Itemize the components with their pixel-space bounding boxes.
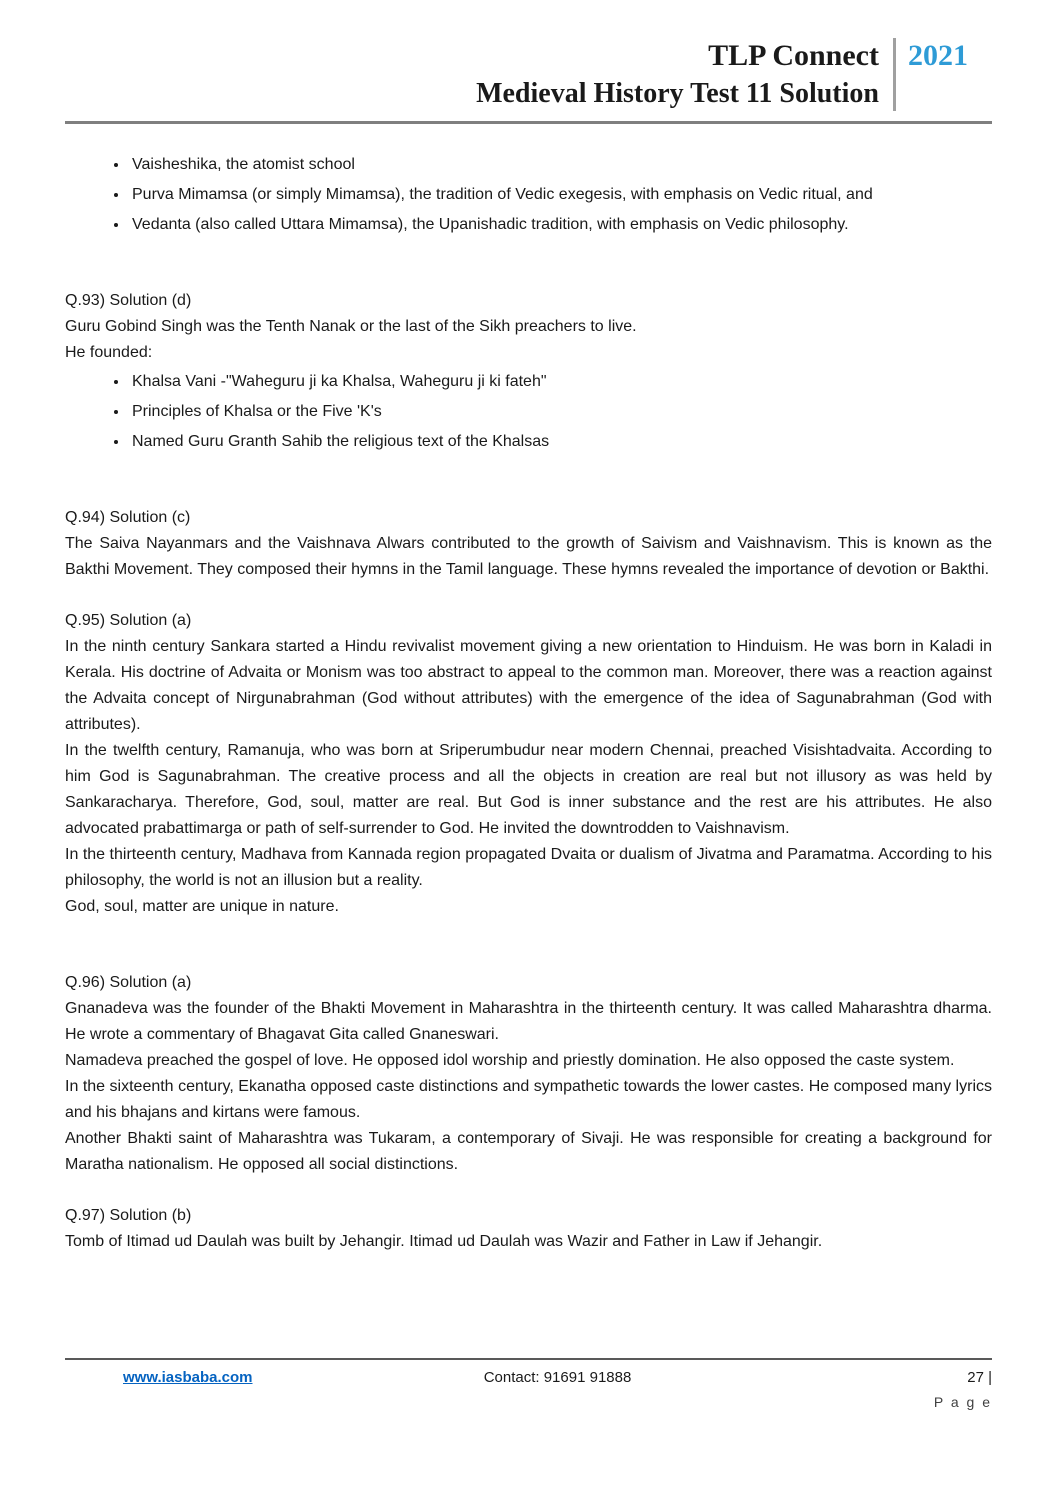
- document-header: [65, 36, 992, 113]
- question-heading: Q.94) Solution (c): [65, 508, 191, 526]
- list-item: • Vedanta (also called Uttara Mimamsa), the Upanishadic tradition, with emphasis on Vedic philosophy.: [129, 212, 992, 238]
- footer-row: [65, 1367, 992, 1413]
- page-label: P a g e: [933, 1394, 993, 1410]
- document-title: TLP Connect: [708, 39, 879, 72]
- section-q93: [65, 288, 992, 455]
- list-item: • Principles of Khalsa or the Five 'K's: [129, 399, 992, 425]
- paragraph: Tomb of Itimad ud Daulah was built by Jehangir. Itimad ud Daulah was Wazir and Father in Law if Jehangir.: [65, 1232, 823, 1250]
- question-heading: Q.93) Solution (d): [65, 291, 192, 309]
- list-item: • Named Guru Granth Sahib the religious text of the Khalsas: [129, 429, 992, 455]
- document-footer: [65, 1358, 992, 1413]
- website-link[interactable]: www.iasbaba.com: [123, 1369, 253, 1386]
- paragraph: In the sixteenth century, Ekanatha opposed caste distinctions and sympathetic towards the lower castes. He composed many lyrics and his bhajans and kirtans were famous.: [65, 1077, 992, 1121]
- header-titles: [476, 36, 879, 113]
- question-heading: Q.96) Solution (a): [65, 973, 192, 991]
- footer-right: [702, 1367, 992, 1413]
- header-vertical-divider: [893, 38, 896, 111]
- footer-contact: Contact: 91691 91888: [483, 1369, 632, 1386]
- header-horizontal-rule: [65, 121, 992, 124]
- section-q96: [65, 970, 992, 1178]
- section-q95: [65, 608, 992, 920]
- paragraph: Another Bhakti saint of Maharashtra was Tukaram, a contemporary of Sivaji. He was responsible for creating a background for Maratha nationalism. He opposed all social distinctions.: [65, 1129, 992, 1173]
- footer-horizontal-rule: [65, 1358, 992, 1360]
- intro-bullet-list: [65, 152, 992, 238]
- list-item: • Vaisheshika, the atomist school: [129, 152, 992, 178]
- paragraph: In the twelfth century, Ramanuja, who was born at Sriperumbudur near modern Chennai, preached Visishtadvaita. According to him God is Sagunabrahman. The creative process and all the objects in creation are real but not illusory as was held by Sankaracharya. Therefore, God, soul, matter are real. But God is inner substance and the rest are his attributes. He also advocated prabattimarga or path of self-surrender to God. He invited the downtrodden to Vaishnavism.: [65, 741, 992, 837]
- list-item: • Purva Mimamsa (or simply Mimamsa), the tradition of Vedic exegesis, with emphasis on Vedic ritual, and: [129, 182, 992, 208]
- section-q94: [65, 505, 992, 583]
- paragraph: Gnanadeva was the founder of the Bhakti Movement in Maharashtra in the thirteenth century. It was called Maharashtra dharma. He wrote a commentary of Bhagavat Gita called Gnaneswari.: [65, 999, 992, 1043]
- list-item: • Khalsa Vani -"Waheguru ji ka Khalsa, Waheguru ji ki fateh": [129, 369, 992, 395]
- section-q97: [65, 1203, 992, 1255]
- q93-bullet-list: [65, 369, 992, 455]
- page-number: 27 |: [967, 1369, 993, 1386]
- paragraph: The Saiva Nayanmars and the Vaishnava Alwars contributed to the growth of Saivism and Vaishnavism. This is known as the Bakthi Movement. They composed their hymns in the Tamil language. These hymns revealed the importance of devotion or Bakthi.: [65, 534, 992, 578]
- paragraph: He founded:: [65, 343, 153, 361]
- paragraph: Namadeva preached the gospel of love. He opposed idol worship and priestly domination. He also opposed the caste system.: [65, 1051, 955, 1069]
- document-body: [65, 152, 992, 1255]
- document-subtitle: Medieval History Test 11 Solution: [476, 77, 879, 109]
- paragraph: Guru Gobind Singh was the Tenth Nanak or the last of the Sikh preachers to live.: [65, 317, 637, 335]
- paragraph: In the thirteenth century, Madhava from Kannada region propagated Dvaita or dualism of Jivatma and Paramatma. According to his philosophy, the world is not an illusion but a reality.: [65, 845, 992, 889]
- question-heading: Q.97) Solution (b): [65, 1206, 192, 1224]
- document-year: 2021: [908, 39, 968, 72]
- paragraph: God, soul, matter are unique in nature.: [65, 897, 339, 915]
- footer-left: [65, 1367, 413, 1389]
- paragraph: In the ninth century Sankara started a Hindu revivalist movement giving a new orientation to Hinduism. He was born in Kaladi in Kerala. His doctrine of Advaita or Monism was too abstract to appeal to the common man. Moreover, there was a reaction against the Advaita concept of Nirgunabrahman (God without attributes) with the emergence of the idea of Sagunabrahman (God with attributes).: [65, 637, 992, 733]
- question-heading: Q.95) Solution (a): [65, 611, 192, 629]
